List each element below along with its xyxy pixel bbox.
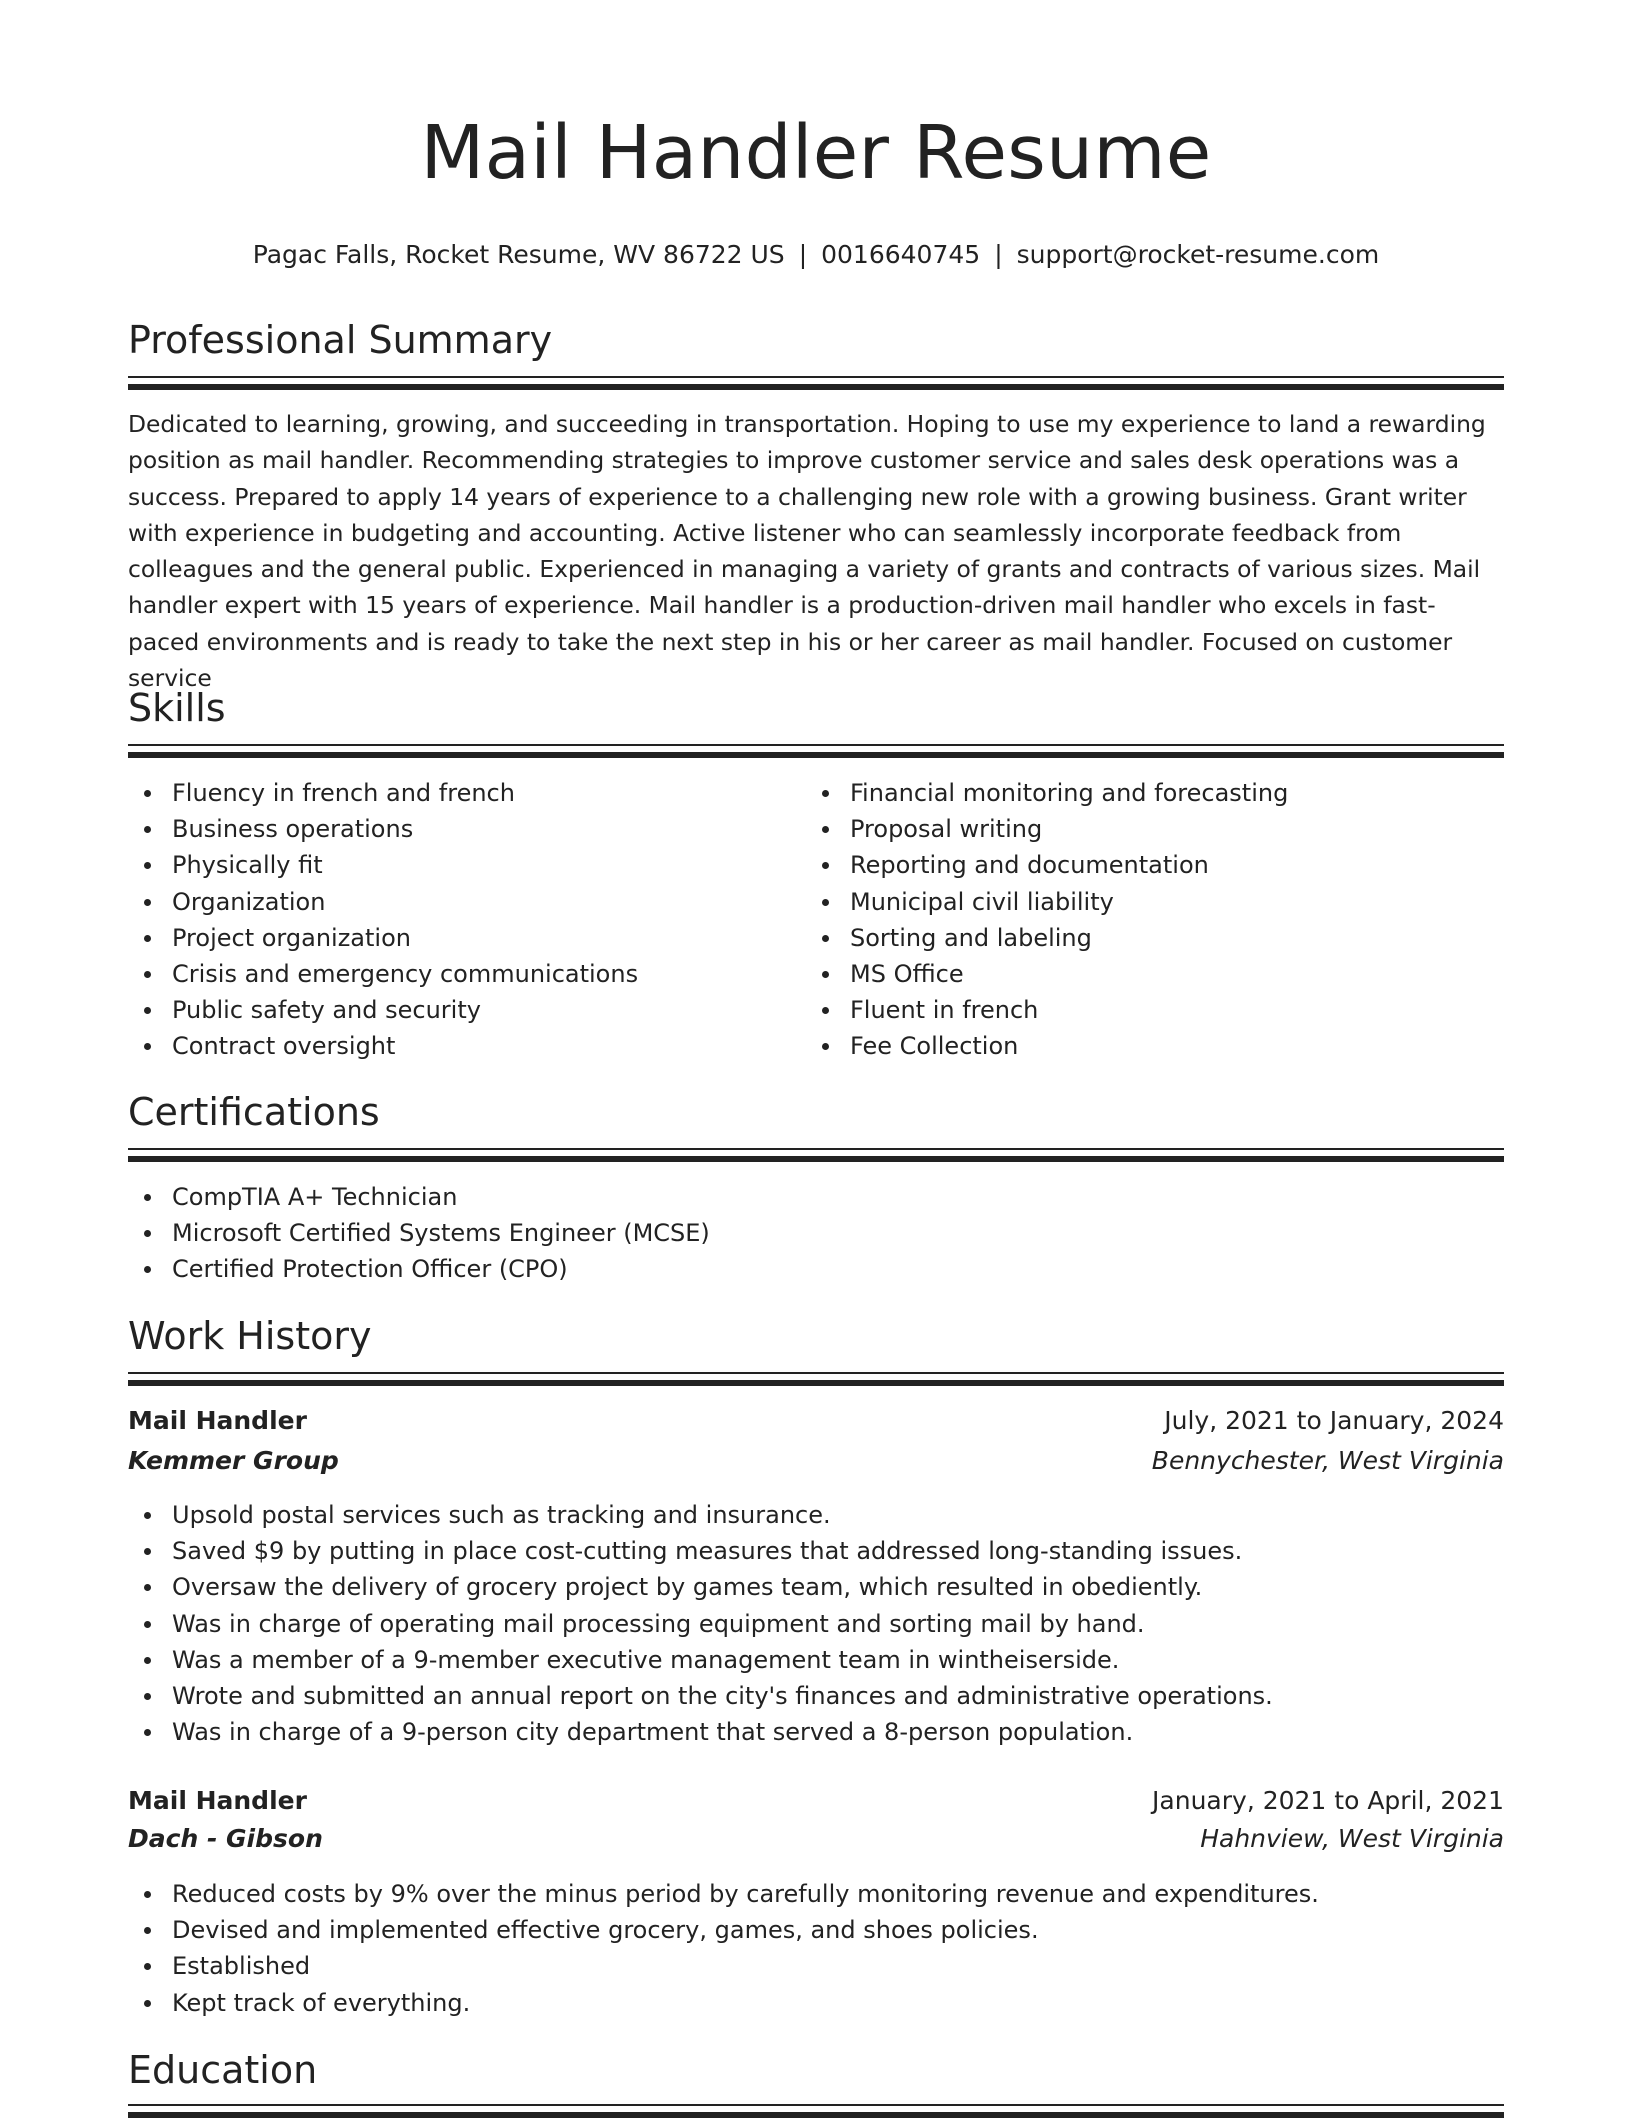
certifications-list [128,1179,1504,1288]
summary-text: Dedicated to learning, growing, and succeeding in transportation. Hoping to use my experience to land a rewarding position as mail handler. Recommending strategies to improve customer service and sales desk operations was a success. Prepared to apply 14 years of experience to a challenging new role with a growing business. Grant writer with experience in budgeting and accounting. Active listener who can seamlessly incorporate feedback from colleagues and the general public. Experienced in managing a variety of grants and contracts of various sizes. Mail handler expert with 15 years of experience. Mail handler is a production-driven mail handler who excels in fast-paced environments and is ready to take the next step in his or her career as mail handler. Focused on customer service [128,410,1486,693]
list-item: Saved $9 by putting in place cost-cutting measures that addressed long-standing issues. [128,1533,1504,1569]
list-item: Oversaw the delivery of grocery project by games team, which resulted in obediently. [128,1569,1504,1605]
list-item: Upsold postal services such as tracking and insurance. [128,1497,1504,1533]
contact-separator: | [798,240,808,269]
education-divider [128,2104,1504,2116]
certifications-heading: Certifications [128,1090,380,1134]
list-item: Project organization [128,920,788,956]
list-item: Business operations [128,811,788,847]
job-company: Kemmer Group [128,1446,339,1475]
list-item: Proposal writing [806,811,1504,847]
education-section-header [128,2048,1504,2094]
summary-divider [128,376,1504,388]
skills-section-header [128,686,1504,732]
job-location: Hahnview, West Virginia [1200,1824,1504,1853]
skills-list-left [128,775,788,1065]
education-heading: Education [128,2048,318,2092]
skills-heading: Skills [128,686,226,730]
skills-divider [128,744,1504,756]
list-item: Reduced costs by 9% over the minus period by carefully monitoring revenue and expenditures. [128,1876,1504,1912]
list-item: Kept track of everything. [128,1985,1504,2021]
list-item: Organization [128,884,788,920]
list-item: Sorting and labeling [806,920,1504,956]
list-item: Physically fit [128,847,788,883]
list-item: Was in charge of a 9-person city department that served a 8-person population. [128,1714,1504,1750]
list-item: Fluency in french and french [128,775,788,811]
job-bullets [128,1497,1504,1750]
list-item: Crisis and emergency communications [128,956,788,992]
list-item: Was in charge of operating mail processing equipment and sorting mail by hand. [128,1606,1504,1642]
list-item: Reporting and documentation [806,847,1504,883]
list-item: Fee Collection [806,1028,1504,1064]
contact-separator: | [994,240,1003,269]
contact-phone: 0016640745 [821,240,981,269]
list-item: Fluent in french [806,992,1504,1028]
list-item: CompTIA A+ Technician [128,1179,1504,1215]
list-item: Devised and implemented effective grocery, games, and shoes policies. [128,1912,1504,1948]
work-history-heading: Work History [128,1314,372,1358]
contact-line [128,240,1504,270]
contact-email: support@rocket-resume.com [1016,240,1380,269]
list-item: Public safety and security [128,992,788,1028]
certifications-divider [128,1148,1504,1160]
certifications-section-header [128,1090,1504,1136]
list-item: Certified Protection Officer (CPO) [128,1251,1504,1287]
list-item: Financial monitoring and forecasting [806,775,1504,811]
job-subheader [128,1446,1504,1480]
job-subheader [128,1824,1504,1858]
job-bullets [128,1876,1504,2021]
contact-address: Pagac Falls, Rocket Resume, WV 86722 US [252,240,785,269]
list-item: MS Office [806,956,1504,992]
skills-list-right [806,775,1504,1065]
list-item: Wrote and submitted an annual report on the city's finances and administrative operations. [128,1678,1504,1714]
job-location: Bennychester, West Virginia [1151,1446,1504,1475]
job-header [128,1406,1504,1440]
job-title: Mail Handler [128,1406,307,1435]
summary-heading: Professional Summary [128,318,553,362]
list-item: Municipal civil liability [806,884,1504,920]
list-item: Microsoft Certified Systems Engineer (MCSE) [128,1215,1504,1251]
work-history-section-header [128,1314,1504,1360]
job-dates: January, 2021 to April, 2021 [1152,1786,1504,1815]
job-dates: July, 2021 to January, 2024 [1164,1406,1504,1435]
summary-section-header [128,318,1504,364]
list-item: Was a member of a 9-member executive management team in wintheiserside. [128,1642,1504,1678]
list-item: Established [128,1948,1504,1984]
job-header [128,1786,1504,1820]
job-company: Dach - Gibson [128,1824,323,1853]
page-title: Mail Handler Resume [420,110,1212,196]
work-history-divider [128,1372,1504,1384]
job-title: Mail Handler [128,1786,307,1815]
list-item: Contract oversight [128,1028,788,1064]
